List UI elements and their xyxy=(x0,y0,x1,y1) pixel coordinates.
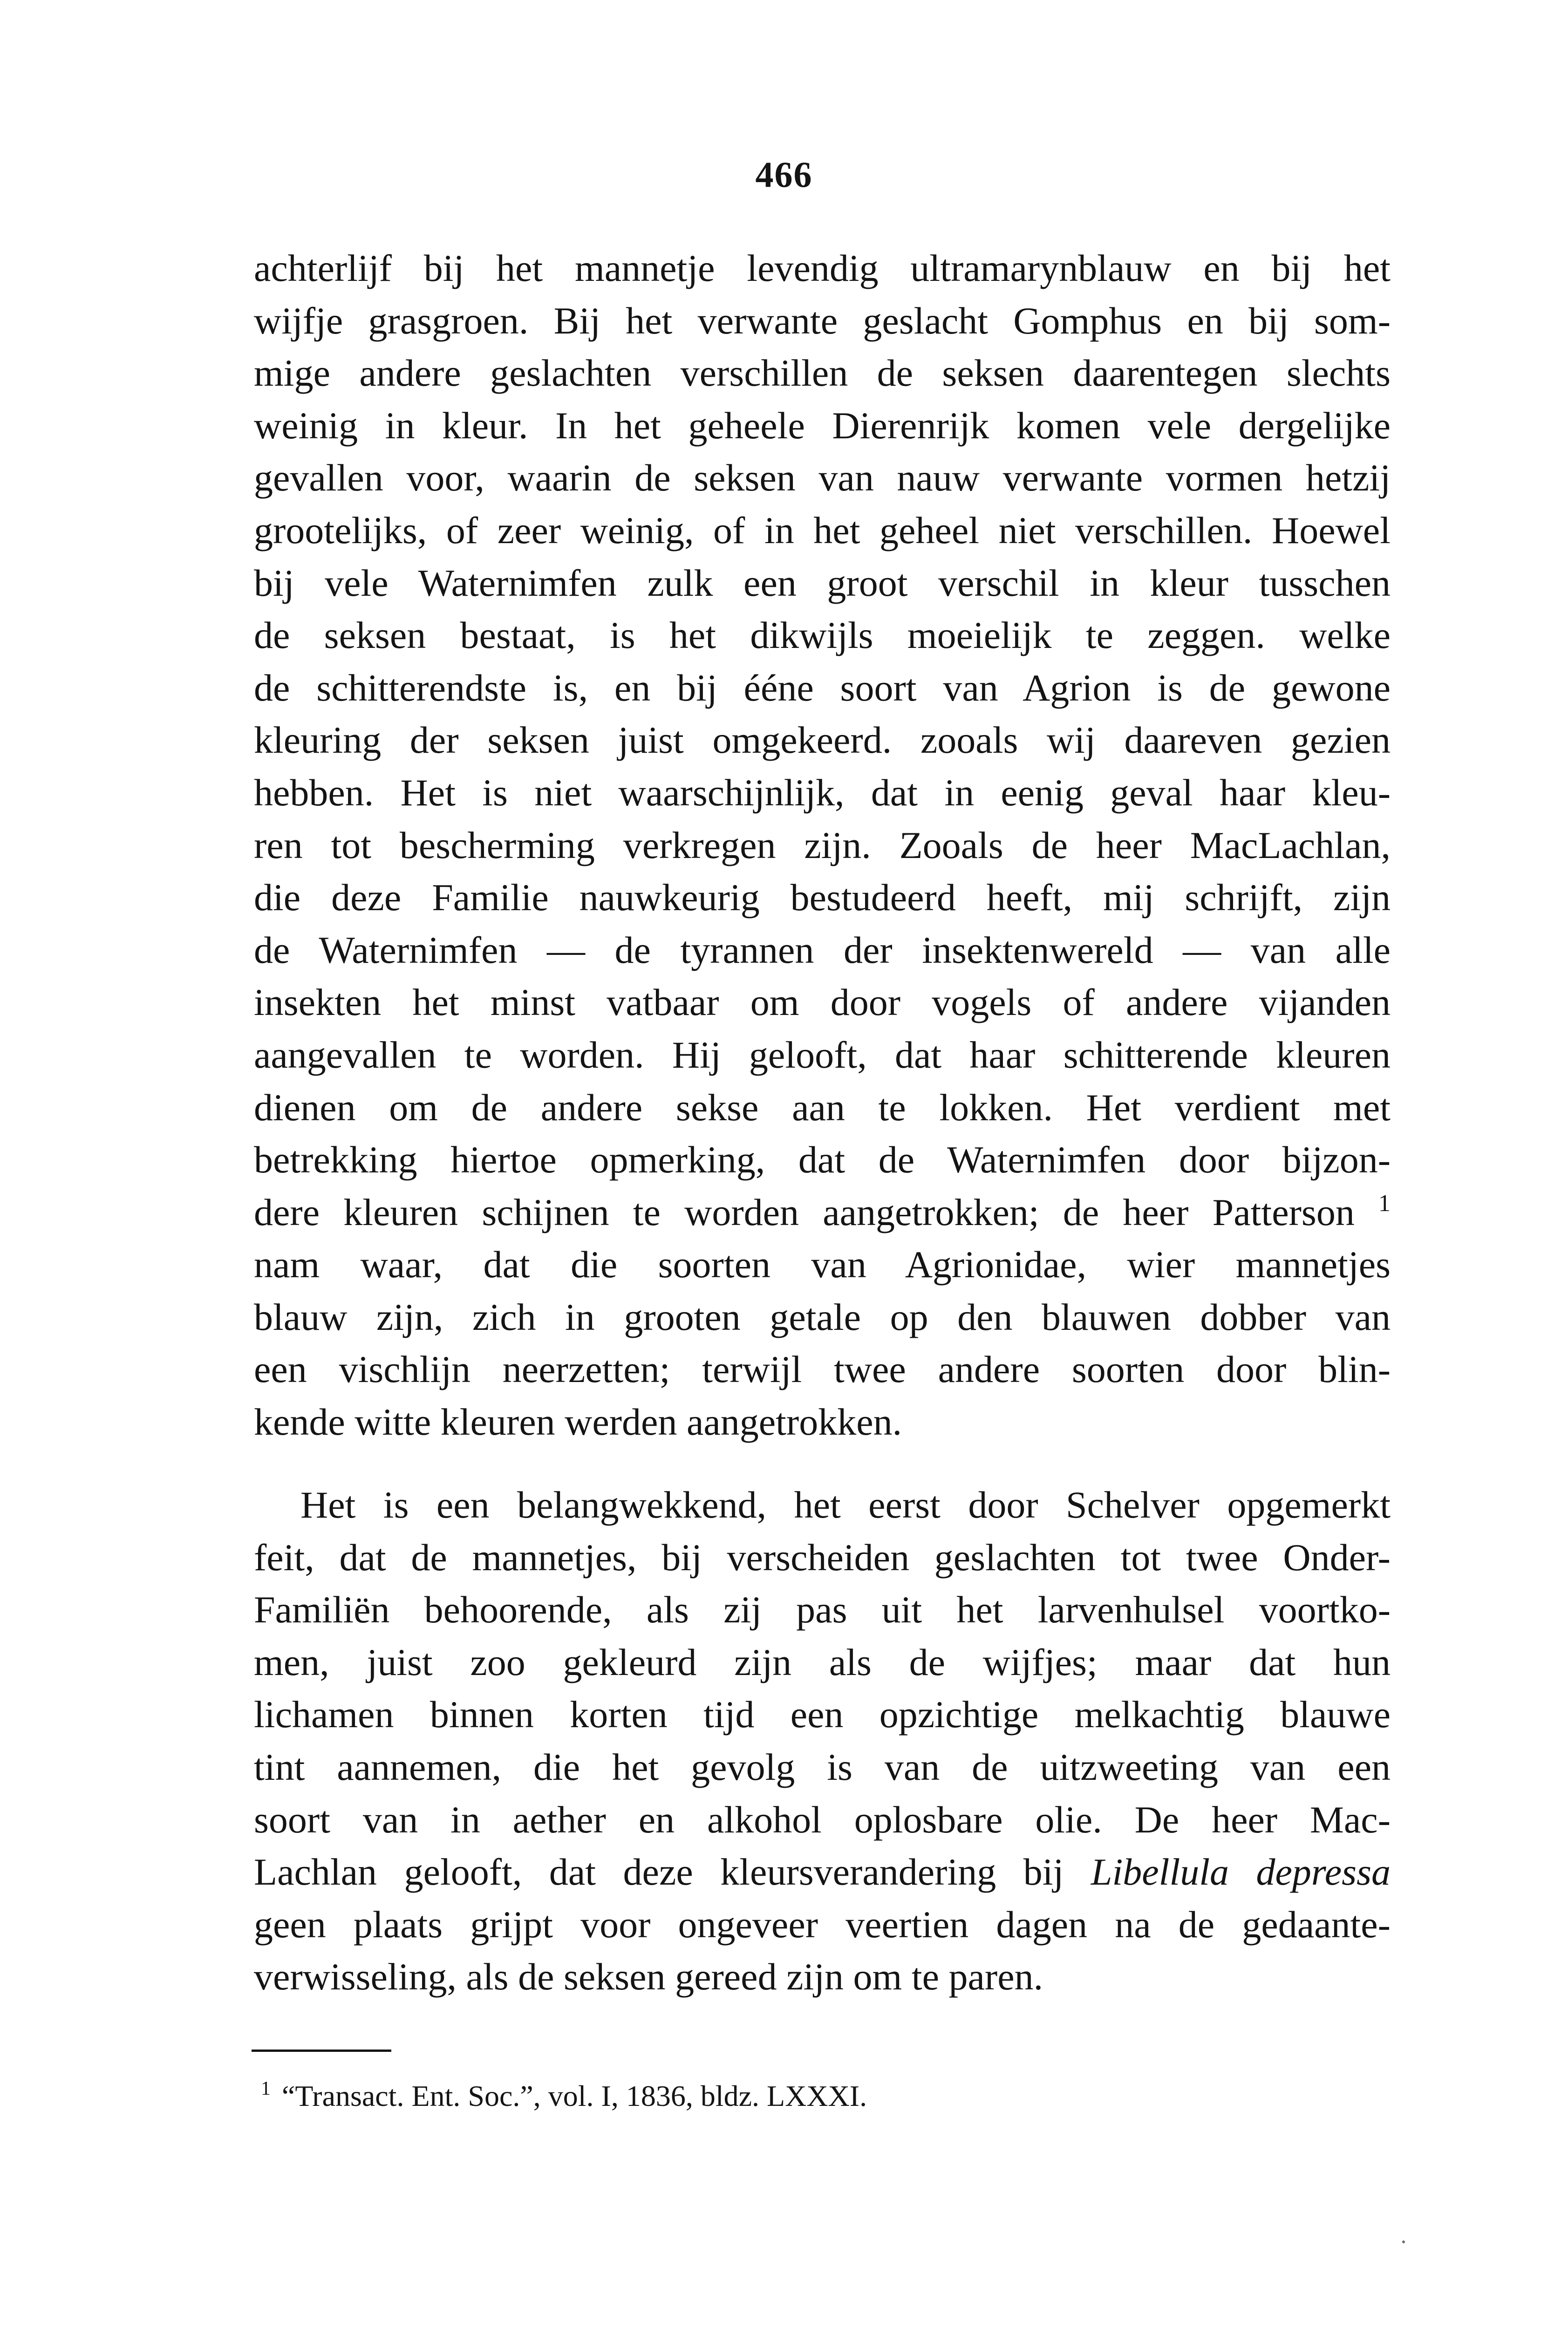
text-line-with-footnote-ref xyxy=(254,1186,1391,1239)
text-line: geen plaats grijpt voor ongeveer veertien dagen na de gedaante- xyxy=(254,1903,1391,1946)
paragraph-2 xyxy=(254,1479,1391,2003)
footnote-divider xyxy=(252,2050,391,2052)
text-line: een vischlijn neerzetten; terwijl twee andere soorten door blin- xyxy=(254,1348,1391,1391)
text-line: die deze Familie nauwkeurig bestudeerd heeft, mij schrijft, zijn xyxy=(254,876,1391,919)
text-line: de schitterendste is, en bij ééne soort van Agrion is de gewone xyxy=(254,666,1391,709)
footnote-text: “Transact. Ent. Soc.”, vol. I, 1836, bldz. LXXXI. xyxy=(282,2079,867,2112)
text-line: kende witte kleuren werden aangetrokken. xyxy=(254,1401,902,1444)
text-line: weinig in kleur. In het geheele Dierenrijk komen vele dergelijke xyxy=(254,404,1391,447)
text-segment: Lachlan gelooft, dat deze kleursverandering bij xyxy=(254,1851,1064,1893)
text-line: gevallen voor, waarin de seksen van nauw verwante vormen hetzij xyxy=(254,456,1391,499)
text-line: grootelijks, of zeer weinig, of in het geheel niet verschillen. Hoewel xyxy=(254,509,1391,552)
paragraph-1 xyxy=(254,242,1391,1449)
text-line: men, juist zoo gekleurd zijn als de wijfjes; maar dat hun xyxy=(254,1641,1391,1683)
text-segment: dere kleuren schijnen te worden aangetrokken; de heer Patterson xyxy=(254,1191,1355,1233)
text-line: nam waar, dat die soorten van Agrionidae, wier mannetjes xyxy=(254,1243,1391,1286)
text-line: feit, dat de mannetjes, bij verscheiden geslachten tot twee Onder- xyxy=(254,1536,1391,1579)
text-line: betrekking hiertoe opmerking, dat de Waternimfen door bijzon- xyxy=(254,1138,1391,1181)
text-line: mige andere geslachten verschillen de seksen daarentegen slechts xyxy=(254,352,1391,395)
text-line: achterlijf bij het mannetje levendig ultramarynblauw en bij het xyxy=(254,247,1391,289)
text-line: Het is een belangwekkend, het eerst door Schelver opgemerkt xyxy=(300,1484,1391,1526)
text-line: aangevallen te worden. Hij gelooft, dat haar schitterende kleuren xyxy=(254,1033,1391,1076)
footnote xyxy=(261,2077,867,2115)
text-line-with-italic xyxy=(254,1846,1391,1899)
text-line: verwisseling, als de seksen gereed zijn om te paren. xyxy=(254,1955,1043,1998)
print-speck xyxy=(1402,2240,1405,2243)
species-name: Libellula depressa xyxy=(1091,1851,1391,1893)
text-line: insekten het minst vatbaar om door vogels of andere vijanden xyxy=(254,981,1391,1024)
text-line: bij vele Waternimfen zulk een groot verschil in kleur tusschen xyxy=(254,561,1391,604)
text-line: soort van in aether en alkohol oplosbare olie. De heer Mac- xyxy=(254,1798,1391,1841)
text-line: dienen om de andere sekse aan te lokken. Het verdient met xyxy=(254,1086,1391,1129)
text-line: Familiën behoorende, als zij pas uit het larvenhulsel voortko- xyxy=(254,1588,1391,1631)
text-line: ren tot bescherming verkregen zijn. Zooals de heer MacLachlan, xyxy=(254,824,1391,866)
text-line: de Waternimfen — de tyrannen der insektenwereld — van alle xyxy=(254,928,1391,971)
text-line: blauw zijn, zich in grooten getale op den blauwen dobber van xyxy=(254,1295,1391,1338)
text-line: tint aannemen, die het gevolg is van de uitzweeting van een xyxy=(254,1745,1391,1788)
text-line: de seksen bestaat, is het dikwijls moeielijk te zeggen. welke xyxy=(254,614,1391,657)
text-line: hebben. Het is niet waarschijnlijk, dat in eenig geval haar kleu- xyxy=(254,771,1391,814)
text-line: kleuring der seksen juist omgekeerd. zooals wij daareven gezien xyxy=(254,719,1391,762)
text-line: wijfje grasgroen. Bij het verwante geslacht Gomphus en bij som- xyxy=(254,299,1391,342)
footnote-marker: 1 xyxy=(261,2078,271,2099)
text-line: lichamen binnen korten tijd een opzichtige melkachtig blauwe xyxy=(254,1693,1391,1736)
footnote-reference: 1 xyxy=(1378,1190,1391,1217)
page-number: 466 xyxy=(755,154,813,195)
